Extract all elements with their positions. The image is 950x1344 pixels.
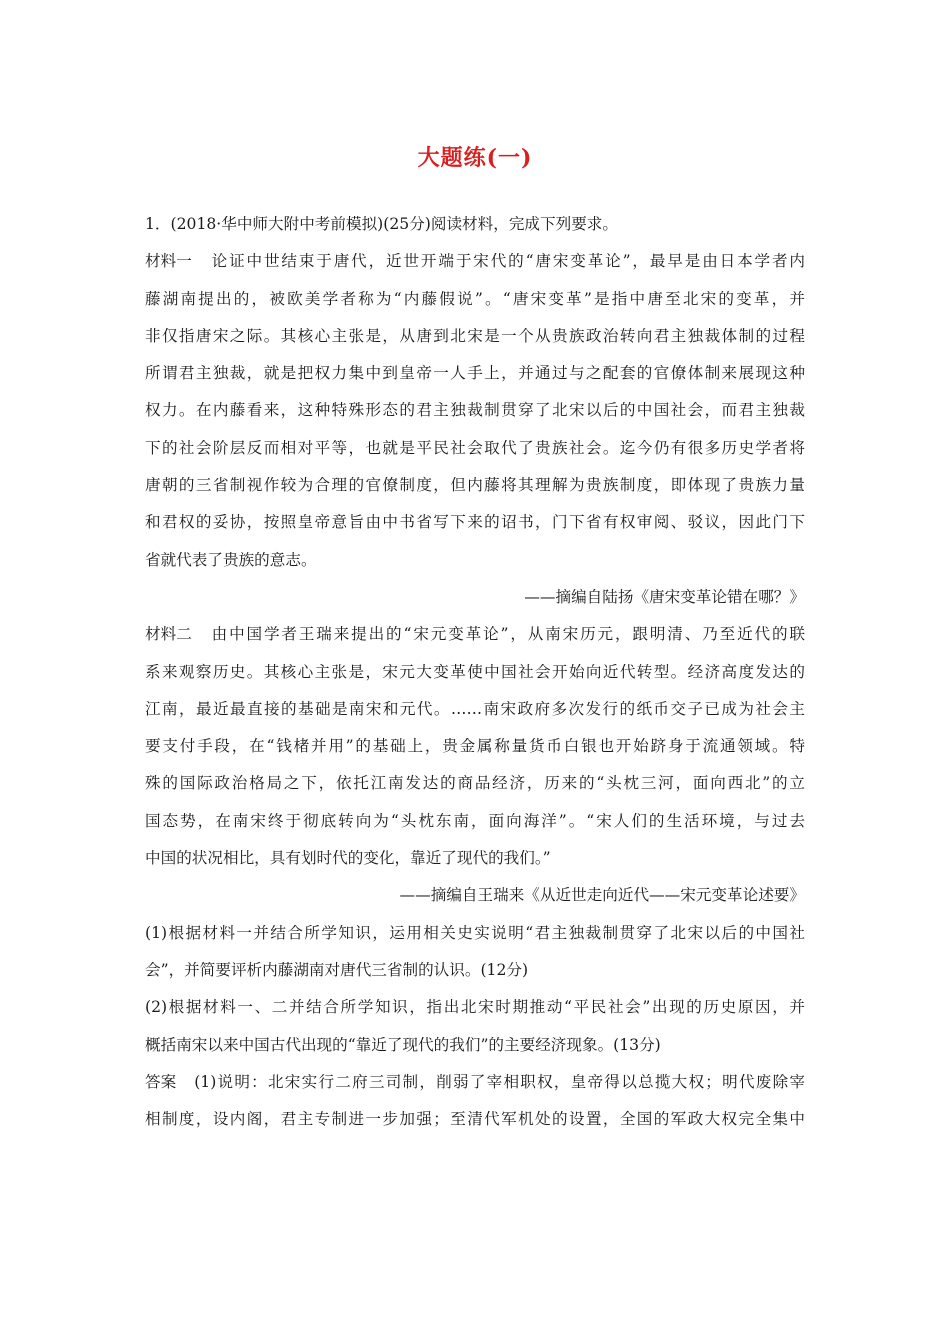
- text-line: [145, 206, 805, 243]
- line-text: 要支付手段，在“钱楮并用”的基础上，贵金属称量货币白银也开始跻身于流通领域。特: [145, 737, 805, 756]
- line-text: 省就代表了贵族的意志。: [145, 550, 317, 569]
- text-line: [145, 504, 805, 541]
- text-line: [145, 318, 805, 355]
- text-line: [145, 243, 805, 280]
- text-line: [145, 392, 805, 429]
- line-text: 1．(2018·华中师大附中考前模拟)(25分)阅读材料，完成下列要求。: [145, 215, 618, 233]
- line-text: (2)根据材料一、二并结合所学知识，指出北宋时期推动“平民社会”出现的历史原因，并: [145, 998, 805, 1017]
- line-text: 江南，最近最直接的基础是南宋和元代。……南宋政府多次发行的纸币交子已成为社会主: [145, 699, 805, 718]
- line-text: 藤湖南提出的，被欧美学者称为“内藤假说”。“唐宋变革”是指中唐至北宋的变革，并: [145, 289, 805, 308]
- text-line: [145, 1027, 805, 1064]
- line-text: 由中国学者王瑞来提出的“宋元变革论”，从南宋历元，跟明清、乃至近代的联: [209, 625, 805, 644]
- line-text: 和君权的妥协，按照皇帝意旨由中书省写下来的诏书，门下省有权审阅、驳议，因此门下: [145, 513, 805, 532]
- text-line: [145, 616, 805, 653]
- line-text: 权力。在内藤看来，这种特殊形态的君主独裁制贯穿了北宋以后的中国社会，而君主独裁: [145, 401, 805, 420]
- text-line: [145, 467, 805, 504]
- section-label: 答案: [145, 1072, 177, 1091]
- line-text: 所谓君主独裁，就是把权力集中到皇帝一人手上，并通过与之配套的官僚体制来展现这种: [145, 364, 805, 383]
- line-text: 非仅指唐宋之际。其核心主张是，从唐到北宋是一个从贵族政治转向君主独裁体制的过程: [145, 326, 805, 345]
- line-text: 相制度，设内阁，君主专制进一步加强；至清代军机处的设置，全国的军政大权完全集中: [145, 1110, 805, 1129]
- page-title: 大题练(一): [417, 145, 533, 171]
- line-text: (1)说明：北宋实行二府三司制，削弱了宰相职权，皇帝得以总揽大权；明代废除宰: [194, 1072, 805, 1091]
- line-text: 系来观察历史。其核心主张是，宋元大变革使中国社会开始向近代转型。经济高度发达的: [145, 662, 805, 681]
- text-line: [145, 691, 805, 728]
- line-text: 概括南宋以来中国古代出现的“靠近了现代的我们”的主要经济现象。(13分): [145, 1035, 661, 1054]
- line-text: (1)根据材料一并结合所学知识，运用相关史实说明“君主独裁制贯穿了北宋以后的中国社: [145, 923, 805, 942]
- text-line: [145, 654, 805, 691]
- line-text: 下的社会阶层反而相对平等，也就是平民社会取代了贵族社会。迄今仍有很多历史学者将: [145, 438, 805, 457]
- text-line: [145, 989, 805, 1026]
- text-line: [145, 765, 805, 802]
- text-line: [145, 542, 805, 579]
- line-text: 国态势，在南宋终于彻底转向为“头枕东南，面向海洋”。“宋人们的生活环境，与过去: [145, 811, 805, 830]
- section-label: 材料一: [145, 252, 192, 271]
- text-line: [145, 430, 805, 467]
- line-text: 会”，并简要评析内藤湖南对唐代三省制的认识。(12分): [145, 960, 529, 979]
- text-line: [145, 952, 805, 989]
- text-line: [145, 1101, 805, 1138]
- line-text: 殊的国际政治格局之下，依托江南发达的商品经济，历来的“头枕三河，面向西北”的立: [145, 774, 805, 793]
- document-body: [145, 206, 805, 1138]
- section-label: 材料二: [145, 625, 192, 644]
- line-text: ——摘编自陆扬《唐宋变革论错在哪？》: [524, 587, 805, 606]
- line-text: 论证中世结束于唐代，近世开端于宋代的“唐宋变革论”，最早是由日本学者内: [209, 252, 805, 271]
- line-text: 中国的状况相比，具有划时代的变化，靠近了现代的我们。”: [145, 849, 551, 868]
- text-line: [145, 355, 805, 392]
- line-text: 唐朝的三省制视作较为合理的官僚制度，但内藤将其理解为贵族制度，即体现了贵族力量: [145, 476, 805, 495]
- line-text: ——摘编自王瑞来《从近世走向近代——宋元变革论述要》: [399, 886, 805, 905]
- text-line: [145, 728, 805, 765]
- text-line: [145, 840, 805, 877]
- source-citation: [145, 579, 805, 616]
- source-citation: [145, 877, 805, 914]
- text-line: [145, 1064, 805, 1101]
- text-line: [145, 803, 805, 840]
- text-line: [145, 281, 805, 318]
- text-line: [145, 915, 805, 952]
